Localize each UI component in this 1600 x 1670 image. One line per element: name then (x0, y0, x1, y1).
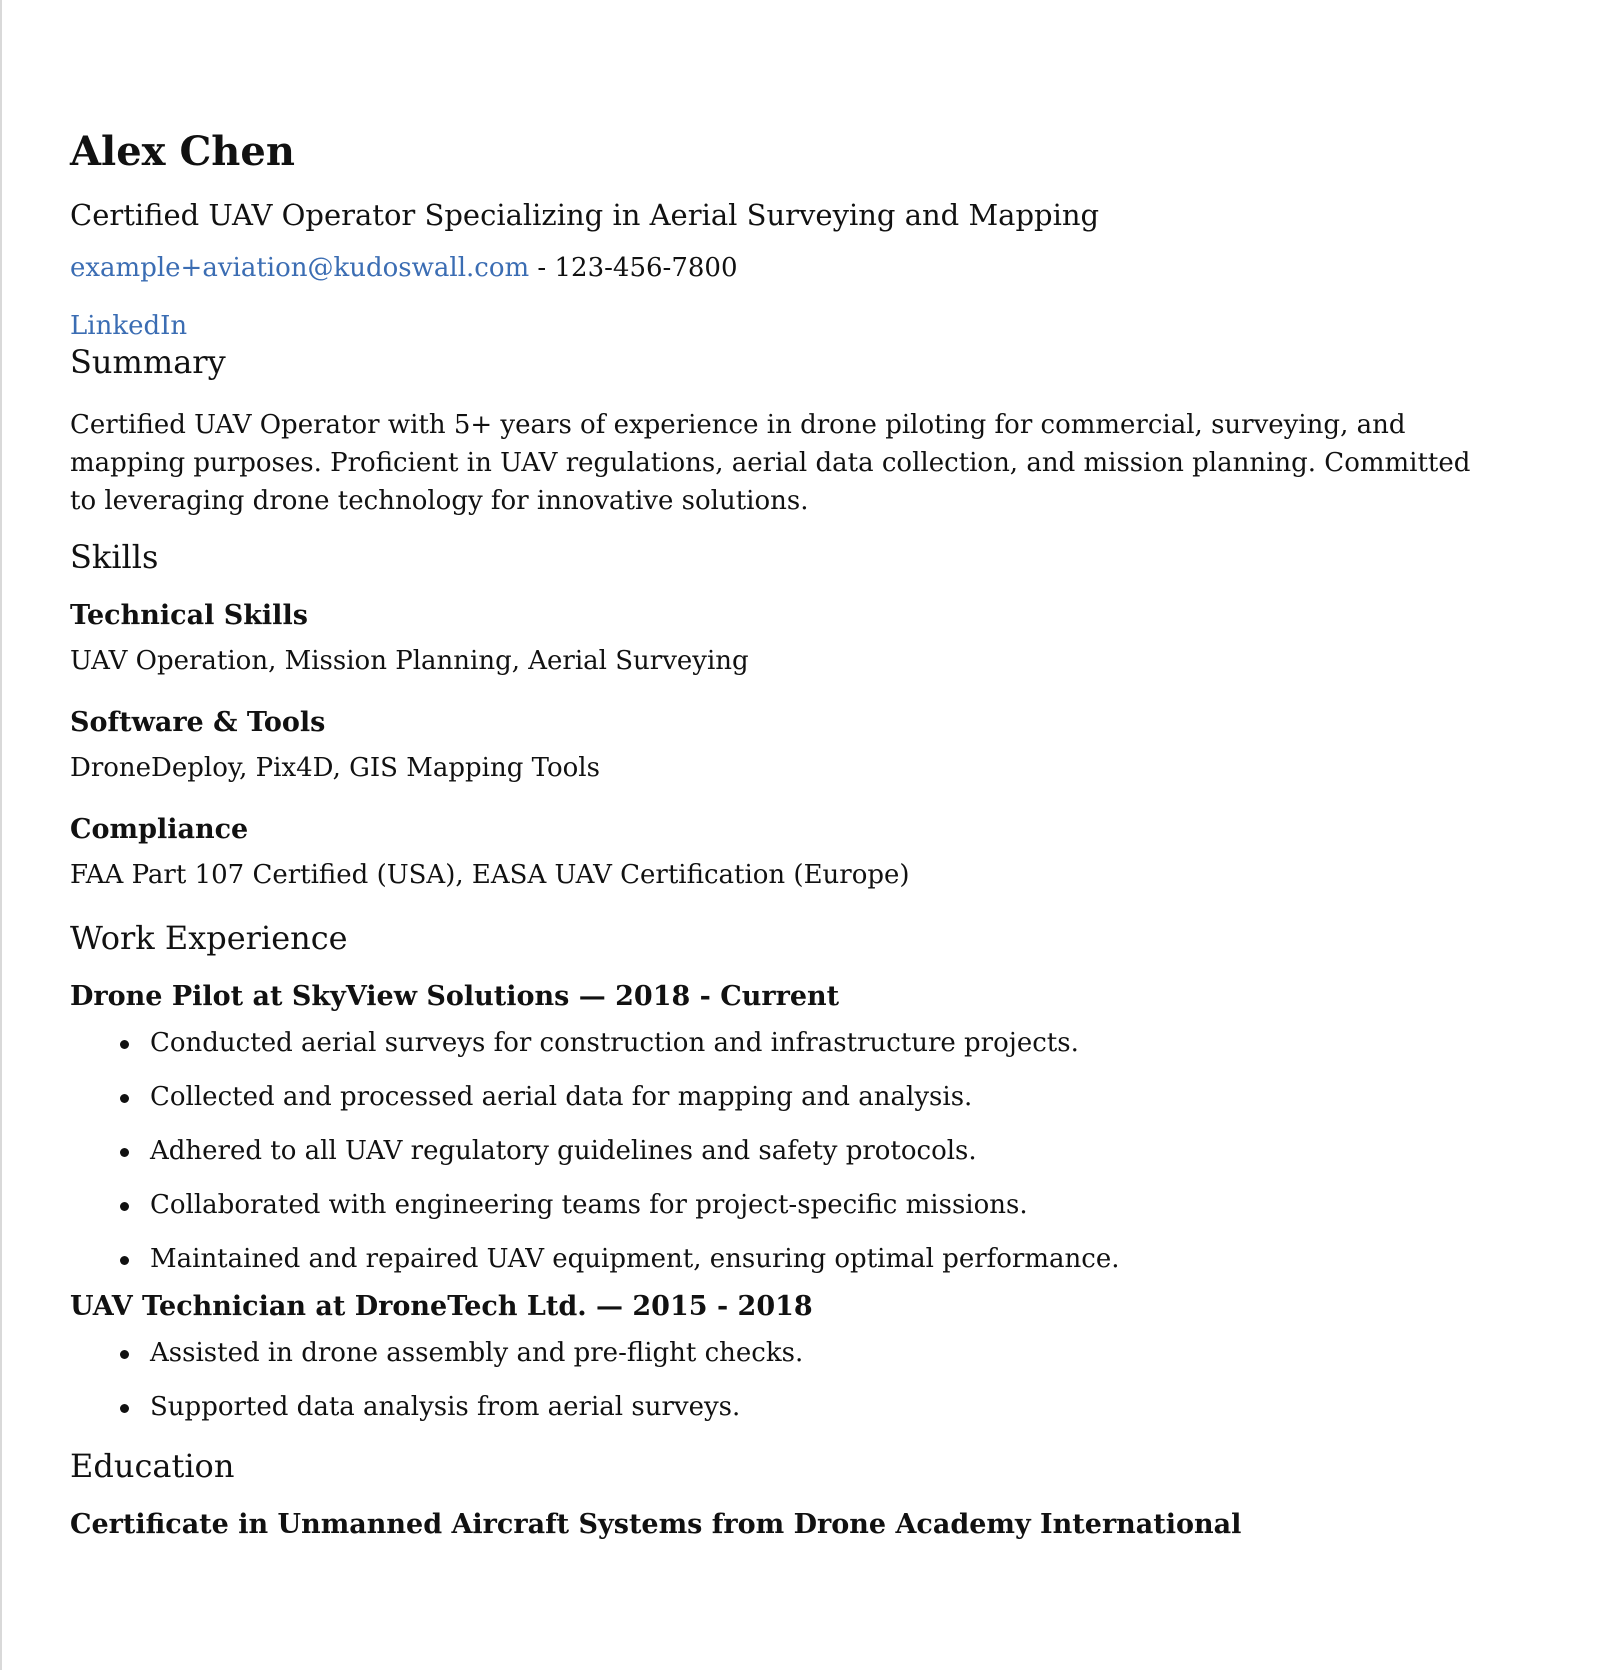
job-bullet (70, 1124, 1119, 1178)
job-bullet (70, 1232, 1119, 1286)
bullet-dot (120, 1256, 129, 1265)
job-bullet-text: Supported data analysis from aerial surveys. (150, 1392, 741, 1422)
contact-separator: - (529, 253, 555, 283)
job-heading: UAV Technician at DroneTech Ltd. — 2015 - 2018 (70, 1291, 813, 1322)
skills-heading: Skills (70, 538, 159, 576)
bullet-dot (120, 1148, 129, 1157)
skill-group-title: Technical Skills (70, 600, 308, 631)
skill-group-title: Software & Tools (70, 707, 326, 738)
bullet-dot (120, 1404, 129, 1413)
summary-heading: Summary (70, 343, 226, 381)
job-bullet (70, 1380, 803, 1434)
job-bullet (70, 1178, 1119, 1232)
email-link[interactable]: example+aviation@kudoswall.com (70, 253, 530, 283)
bullet-dot (120, 1094, 129, 1103)
education-heading: Education (70, 1447, 235, 1485)
job-bullet-list (70, 1016, 1119, 1286)
contact-line (70, 253, 738, 284)
skill-group-items: UAV Operation, Mission Planning, Aerial Surveying (70, 646, 749, 676)
job-bullet-text: Adhered to all UAV regulatory guidelines and safety protocols. (150, 1136, 977, 1166)
job-bullet-text: Collected and processed aerial data for mapping and analysis. (150, 1082, 973, 1112)
skill-group-items: DroneDeploy, Pix4D, GIS Mapping Tools (70, 753, 600, 783)
job-bullet (70, 1326, 803, 1380)
candidate-name: Alex Chen (70, 128, 295, 175)
candidate-headline: Certified UAV Operator Specializing in Aerial Surveying and Mapping (70, 198, 1100, 232)
job-bullet-text: Assisted in drone assembly and pre-flight checks. (150, 1338, 804, 1368)
bullet-dot (120, 1202, 129, 1211)
job-bullet-list (70, 1326, 803, 1434)
summary-text: Certified UAV Operator with 5+ years of experience in drone piloting for commercial, surveying, and mapping purposes. Proficient in UAV regulations, aerial data collection, and mission planning. Committed to leveraging drone technology for innovative solutions. (70, 410, 1471, 516)
bullet-dot (120, 1040, 129, 1049)
skill-group-title: Compliance (70, 814, 249, 845)
job-bullet (70, 1016, 1119, 1070)
work-experience-heading: Work Experience (70, 919, 348, 957)
job-bullet-text: Maintained and repaired UAV equipment, ensuring optimal performance. (150, 1244, 1120, 1274)
job-heading: Drone Pilot at SkyView Solutions — 2018 - Current (70, 981, 840, 1012)
phone-number: 123-456-7800 (554, 253, 738, 283)
skill-group-items: FAA Part 107 Certified (USA), EASA UAV Certification (Europe) (70, 860, 910, 890)
bullet-dot (120, 1350, 129, 1359)
job-bullet-text: Collaborated with engineering teams for project-specific missions. (150, 1190, 1028, 1220)
job-bullet-text: Conducted aerial surveys for construction and infrastructure projects. (150, 1028, 1079, 1058)
education-entry: Certificate in Unmanned Aircraft Systems from Drone Academy International (70, 1509, 1242, 1540)
linkedin-link[interactable]: LinkedIn (70, 311, 188, 341)
job-bullet (70, 1070, 1119, 1124)
